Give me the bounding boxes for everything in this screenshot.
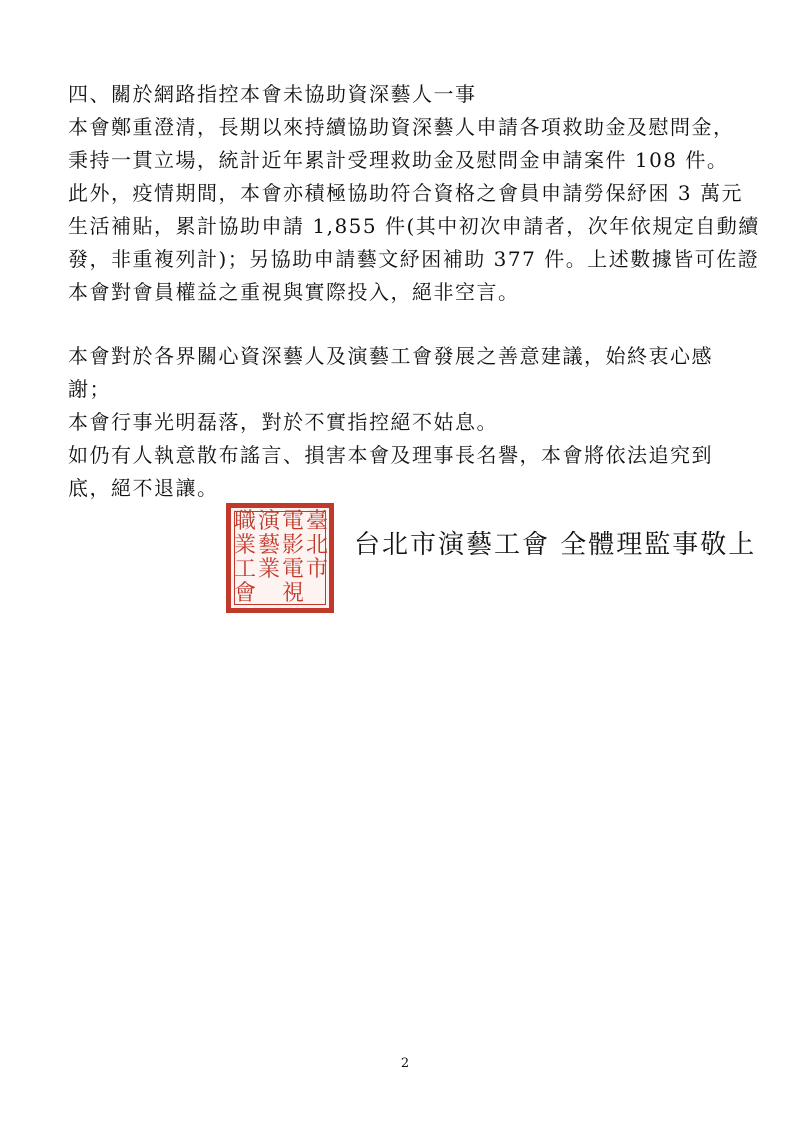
page-number: 2 [400,1056,410,1071]
paragraph2-line-3: 本會行事光明磊落，對於不實指控絕不姑息。 [68,410,498,434]
paragraph1-line-1: 本會鄭重澄清，長期以來持續協助資深藝人申請各項救助金及慰問金， [68,115,735,139]
paragraph2-line-2: 謝； [68,377,111,401]
paragraph2-line-4: 如仍有人執意散布謠言、損害本會及理事長名譽，本會將依法追究到 [68,443,713,467]
paragraph1-line-6: 本會對會員權益之重視與實際投入，絕非空言。 [68,280,520,304]
seal-column-4: 職 業 工 會 [233,509,256,606]
paragraph1-line-5: 發，非重複列計)；另協助申請藝文紓困補助 377 件。上述數據皆可佐證 [68,247,760,271]
paragraph1-line-2: 秉持一貫立場，統計近年累計受理救助金及慰問金申請案件 108 件。 [68,148,729,172]
paragraph1-line-3: 此外，疫情期間，本會亦積極協助符合資格之會員申請勞保紓困 3 萬元 [68,181,743,205]
paragraph1-line-4: 生活補貼，累計協助申請 1,855 件(其中初次申請者，次年依規定自動續 [68,214,760,238]
seal-column-1: 臺 北 市 [305,509,328,582]
paragraph2-line-1: 本會對於各界關心資深藝人及演藝工會發展之善意建議，始終衷心感 [68,344,713,368]
union-seal-stamp [226,503,334,613]
seal-column-2: 電 影 電 視 [281,509,304,606]
seal-column-3: 演 藝 業 [257,509,280,582]
paragraph2-line-5: 底，絕不退讓。 [68,476,219,500]
signature-line: 台北市演藝工會 全體理監事敬上 [354,530,757,560]
section-heading: 四、關於網路指控本會未協助資深藝人一事 [68,82,477,106]
